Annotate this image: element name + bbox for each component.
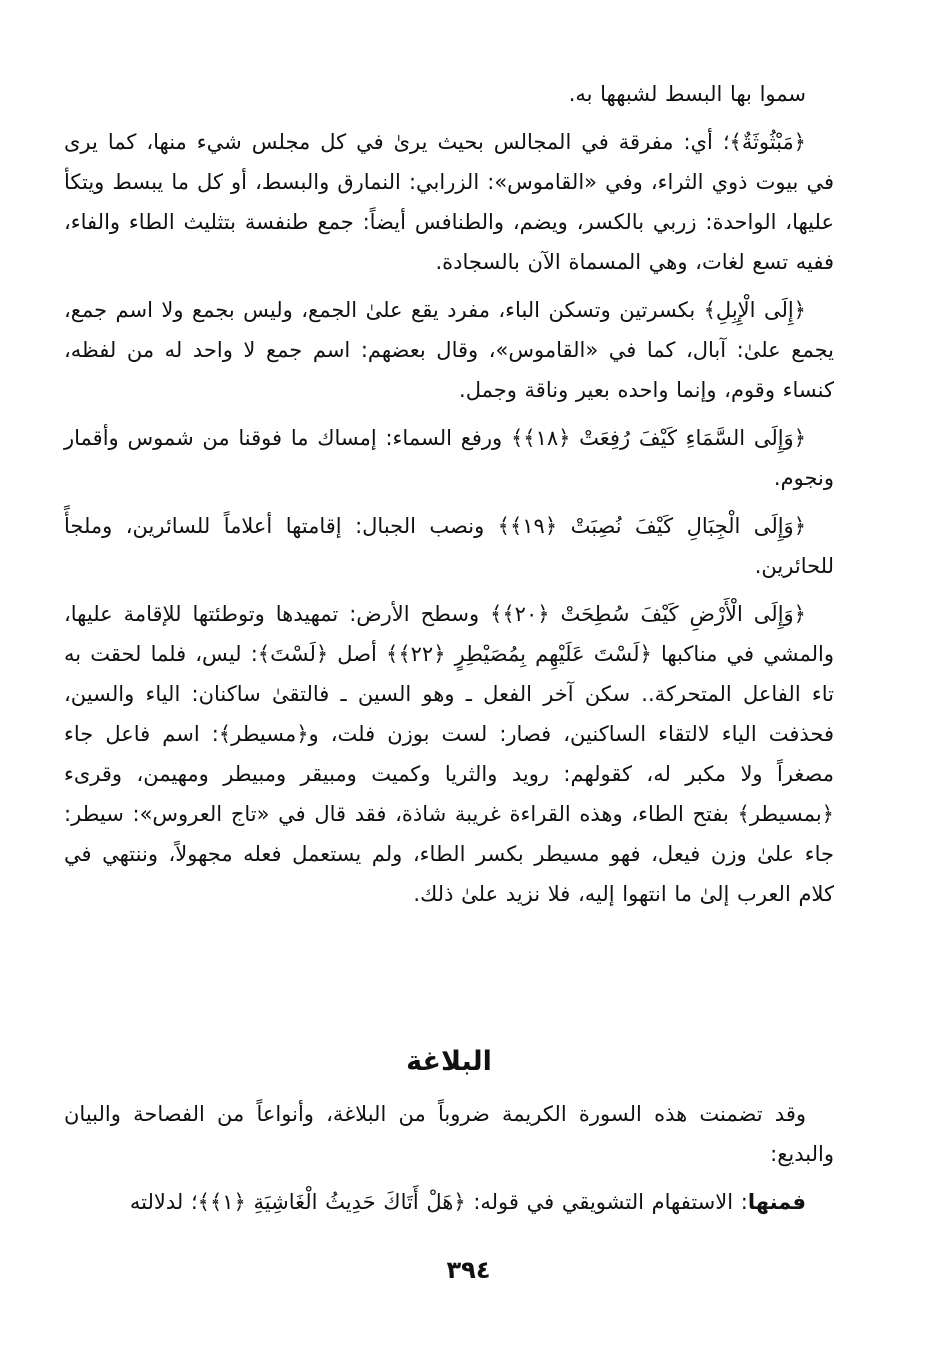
top-text-block <box>64 74 834 914</box>
paragraph <box>64 1182 834 1222</box>
bottom-text-block <box>64 1094 834 1222</box>
paragraph: ﴿وَإِلَى الْجِبَالِ كَيْفَ نُصِبَتْ ﴿١٩﴾﴾ ونصب الجبال: إقامتها أعلاماً للسائرين، وملجأً للحائرين. <box>64 514 834 578</box>
paragraph: ﴿مَبْثُوثَةٌ﴾؛ أي: مفرقة في المجالس بحيث يرىٰ في كل مجلس شيء منها، كما يرى في بيوت ذوي الثراء، وفي «القاموس»: الزرابي: النمارق والبسط، أو كل ما يبسط ويتكأ عليها، الواحدة: زربي بالكسر، ويضم، والطنافس أيضاً: جمع طنفسة بتثليث الطاء والفاء، ففيه تسع لغات، وهي المسماة الآن بالسجادة. <box>64 130 834 274</box>
paragraph: ﴿وَإِلَى الْأَرْضِ كَيْفَ سُطِحَتْ ﴿٢٠﴾﴾ وسطح الأرض: تمهيدها وتوطئتها للإقامة عليها، والمشي في مناكبها ﴿لَسْتَ عَلَيْهِم بِمُصَيْطِرٍ ﴿٢٢﴾﴾ أصل ﴿لَسْتَ﴾: ليس، فلما لحقت به تاء الفاعل المتحركة.. سكن آخر الفعل ـ وهو السين ـ فالتقىٰ ساكنان: الياء والسين، فحذفت الياء لالتقاء الساكنين، فصار: لست بوزن فلت، و﴿مسيطر﴾: اسم فاعل جاء مصغراً ولا مكبر له، كقولهم: رويد والثريا وكميت ومبيقر ومبيطر ومهيمن، وقرىء ﴿بمسيطر﴾ بفتح الطاء، وهذه القراءة غريبة شاذة، فقد قال في «تاج العروس»: سيطر: جاء علىٰ وزن فيعل، فهو مسيطر بكسر الطاء، ولم يستعمل فعله مجهولاً، وننتهي في كلام العرب إلىٰ ما انتهوا إليه، فلا نزيد علىٰ ذلك. <box>64 602 834 906</box>
section-heading: البلاغة <box>406 1046 492 1077</box>
page-number: ٣٩٤ <box>446 1256 491 1284</box>
lead-word: فمنها <box>747 1190 806 1214</box>
paragraph: ﴿وَإِلَى السَّمَاءِ كَيْفَ رُفِعَتْ ﴿١٨﴾﴾ ورفع السماء: إمساك ما فوقنا من شموس وأقمار ونجوم. <box>64 426 834 490</box>
paragraph: وقد تضمنت هذه السورة الكريمة ضروباً من البلاغة، وأنواعاً من الفصاحة والبيان والبديع: <box>64 1102 834 1166</box>
paragraph: ﴿إِلَى الْإِبِلِ﴾ بكسرتين وتسكن الباء، مفرد يقع علىٰ الجمع، وليس بجمع ولا اسم جمع، يجمع علىٰ: آبال، كما في «القاموس»، وقال بعضهم: اسم جمع لا واحد له من لفظه، كنساء وقوم، وإنما واحده بعير وناقة وجمل. <box>64 298 834 402</box>
paragraph-continuation: : الاستفهام التشويقي في قوله: ﴿هَلْ أَتَاكَ حَدِيثُ الْغَاشِيَةِ ﴿١﴾﴾؛ لدلالته <box>129 1190 748 1214</box>
paragraph: سموا بها البسط لشبهها به. <box>568 82 806 106</box>
